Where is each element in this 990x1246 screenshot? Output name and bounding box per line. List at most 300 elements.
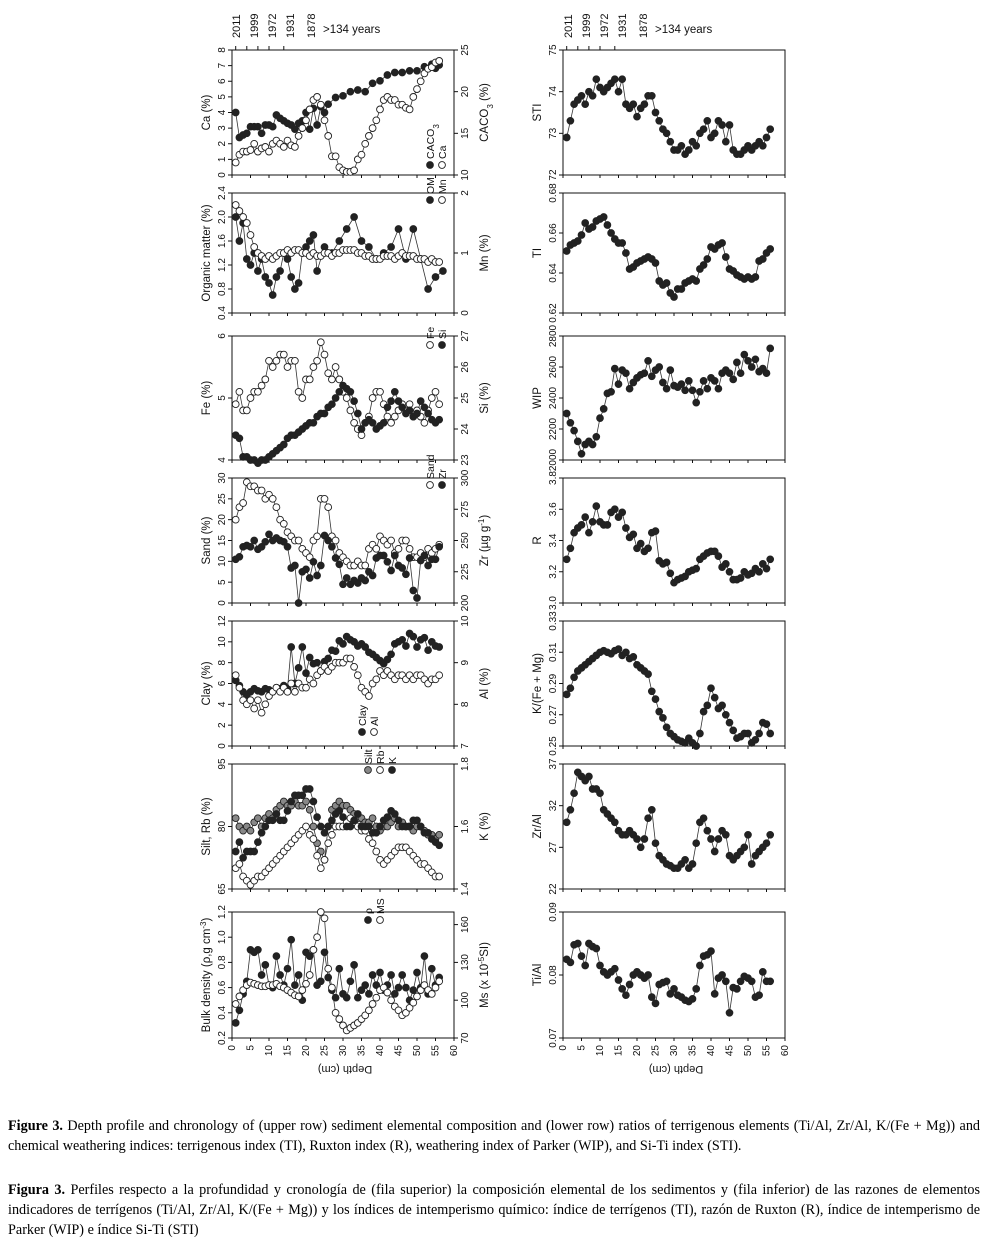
data-point-WIP <box>656 364 663 371</box>
data-point-Fe <box>310 364 317 371</box>
y-tick-label-left: 5 <box>217 395 228 401</box>
data-point-Zr <box>425 562 432 569</box>
data-point-Fe <box>388 419 395 426</box>
y-tick-label-left: 10 <box>217 636 228 648</box>
data-point-R <box>767 556 774 563</box>
data-point-K <box>306 786 313 793</box>
data-point-MS <box>428 991 435 998</box>
chronology-right-1999: 1999 <box>581 13 593 38</box>
data-point-Si <box>347 388 354 395</box>
data-point-STI <box>582 101 589 108</box>
data-point-TI <box>704 256 711 263</box>
data-point-K <box>347 823 354 830</box>
data-point-Zr/Al <box>571 790 578 797</box>
data-point-K <box>329 817 336 824</box>
data-point-Clay <box>332 648 339 655</box>
data-point-Fe <box>295 388 302 395</box>
data-point-Ti/Al <box>719 972 726 979</box>
data-point-Zr <box>251 537 258 544</box>
data-point-K/(Fe + Mg) <box>615 646 622 653</box>
data-point-MS <box>232 1001 239 1008</box>
data-point-Ti/Al <box>711 991 718 998</box>
y-tick-label-right: 100 <box>460 991 471 1009</box>
data-point-Fe <box>314 357 321 364</box>
data-point-Sand <box>325 504 332 511</box>
y-tick-label-left: 2.4 <box>217 186 228 200</box>
chronology-left <box>231 14 380 38</box>
data-point-R <box>578 522 585 529</box>
data-point-R <box>737 575 744 582</box>
data-point-K/(Fe + Mg) <box>722 711 729 718</box>
data-point-Sand <box>332 537 339 544</box>
data-point-WIP <box>767 345 774 352</box>
data-point-Zr <box>432 556 439 563</box>
y-tick-label-left: 0.09 <box>548 902 559 922</box>
data-point-Ca <box>306 106 313 113</box>
data-point-Zr/Al <box>704 827 711 834</box>
data-point-STI <box>656 117 663 124</box>
chronology-right <box>563 14 712 38</box>
data-point-STI <box>652 109 659 116</box>
data-point-Si <box>380 419 387 426</box>
panel-ti <box>532 183 785 323</box>
y-tick-label-left: 3.6 <box>548 502 559 517</box>
y-tick-label-left: 1.2 <box>217 258 228 272</box>
panel-frame <box>563 912 785 1038</box>
data-point-ρ <box>336 965 343 972</box>
chronology-right-1972: 1972 <box>599 13 611 38</box>
data-point-Clay <box>303 670 310 677</box>
data-point-Clay <box>414 644 421 651</box>
data-point-CACO3 <box>391 69 398 76</box>
data-point-Sand <box>373 545 380 552</box>
data-point-Fe <box>347 407 354 414</box>
x-tick-label: 35 <box>356 1045 368 1057</box>
data-point-CACO3 <box>384 72 391 79</box>
y-tick-label-left: 3.4 <box>548 533 559 548</box>
legend-marker-Fe <box>427 342 434 349</box>
data-point-CACO3 <box>258 130 265 137</box>
data-point-Si <box>310 419 317 426</box>
data-point-STI <box>704 117 711 124</box>
data-point-MS <box>317 909 324 916</box>
data-point-OM <box>432 274 439 281</box>
y-tick-label-left: 0.62 <box>548 303 559 323</box>
data-point-Fe <box>266 357 273 364</box>
data-point-Zr/Al <box>722 831 729 838</box>
data-point-Zr <box>421 552 428 559</box>
y-tick-label-right: 300 <box>460 469 471 487</box>
data-point-Mn <box>236 208 243 215</box>
data-point-Sand <box>280 520 287 527</box>
data-point-OM <box>358 238 365 245</box>
data-point-Zr <box>310 558 317 565</box>
data-point-Ti/Al <box>708 948 715 955</box>
data-point-ρ <box>414 969 421 976</box>
data-point-OM <box>310 232 317 239</box>
y-axis-label-right: $CACO_3$ (%) <box>479 83 495 142</box>
data-point-Sand <box>406 545 413 552</box>
data-point-Clay <box>325 655 332 662</box>
y-tick-label-left: 2000 <box>548 448 559 472</box>
data-point-WIP <box>745 357 752 364</box>
y-tick-label-left: 25 <box>217 493 228 505</box>
data-point-Ti/Al <box>619 986 626 993</box>
y-tick-label-right: 160 <box>460 916 471 933</box>
data-point-K <box>391 811 398 818</box>
data-point-Si <box>369 419 376 426</box>
data-point-STI <box>719 122 726 129</box>
data-point-Fe <box>343 395 350 402</box>
y-tick-label-left: 0 <box>217 172 228 178</box>
caption-english-label: Figure 3. <box>8 1118 63 1134</box>
y-tick-label-left: 2.0 <box>217 210 228 224</box>
data-point-MS <box>373 994 380 1001</box>
data-point-TI <box>678 286 685 293</box>
y-tick-label-left: 0 <box>217 743 228 749</box>
data-point-ρ <box>354 994 361 1001</box>
data-point-Zr <box>340 581 347 588</box>
data-point-Ca <box>295 133 302 140</box>
data-point-Ca <box>321 117 328 124</box>
legend-marker-CACO3 <box>427 162 434 169</box>
data-point-Sand <box>395 545 402 552</box>
data-point-Silt <box>436 831 443 838</box>
y-axis-label-right: K (%) <box>479 812 491 841</box>
data-point-Zr <box>266 531 273 538</box>
data-point-K <box>340 814 347 821</box>
data-point-OM <box>273 274 280 281</box>
y-tick-label-right: 2 <box>460 190 471 196</box>
y-tick-label-right: 1.8 <box>460 757 471 771</box>
y-tick-label-right: 25 <box>460 44 471 56</box>
data-point-CACO3 <box>340 92 347 99</box>
legend-marker-Ca <box>439 162 446 169</box>
data-point-R <box>715 553 722 560</box>
data-point-Ca <box>299 125 306 132</box>
y-axis-label-right: Mn (%) <box>479 234 491 272</box>
legend-marker-Al <box>371 729 378 736</box>
data-point-MS <box>295 993 302 1000</box>
data-point-MS <box>436 978 443 985</box>
data-point-TI <box>700 262 707 269</box>
data-point-Ca <box>303 117 310 124</box>
chronology-left-1972: 1972 <box>267 13 279 38</box>
data-point-Fe <box>232 401 239 408</box>
data-point-TI <box>719 240 726 247</box>
data-point-K/(Fe + Mg) <box>567 685 574 692</box>
x-tick-label: 60 <box>780 1045 791 1057</box>
data-point-OM <box>292 286 299 293</box>
y-axis-label-left: Clay (%) <box>201 661 213 706</box>
data-point-Si <box>354 410 361 417</box>
data-point-Zr <box>388 567 395 574</box>
data-point-Clay <box>403 643 410 650</box>
data-point-WIP <box>682 387 689 394</box>
caption-spanish-label: Figura 3. <box>8 1182 66 1198</box>
data-point-Mn <box>232 202 239 209</box>
data-point-Fe <box>273 357 280 364</box>
data-point-Fe <box>377 388 384 395</box>
data-point-Fe <box>332 364 339 371</box>
data-point-Si <box>417 398 424 405</box>
data-point-Zr <box>314 572 321 579</box>
y-tick-label-left: 5 <box>217 94 228 100</box>
data-point-Ti/Al <box>574 940 581 947</box>
data-point-Si <box>406 407 413 414</box>
data-point-Sand <box>232 516 239 523</box>
data-point-OM <box>388 244 395 251</box>
data-point-Clay <box>314 659 321 666</box>
data-point-WIP <box>700 378 707 385</box>
data-point-ρ <box>410 987 417 994</box>
data-point-ρ <box>351 962 358 969</box>
data-point-Al <box>236 684 243 691</box>
data-point-WIP <box>571 427 578 434</box>
panel-sand-zr <box>201 454 491 611</box>
data-point-Fe <box>258 382 265 389</box>
data-point-ρ <box>273 953 280 960</box>
chronology-left-1999: 1999 <box>249 13 261 38</box>
y-tick-label-left: 0.64 <box>548 263 559 283</box>
y-tick-label-left: 2200 <box>548 417 559 441</box>
data-point-MS <box>236 993 243 1000</box>
data-point-MS <box>336 1016 343 1023</box>
data-point-K <box>351 817 358 824</box>
data-point-R <box>637 540 644 547</box>
data-point-Ti/Al <box>697 962 704 969</box>
x-tick-label: 50 <box>743 1045 754 1057</box>
y-tick-label-left: 32 <box>548 800 559 812</box>
x-tick-label: 0 <box>558 1045 569 1051</box>
legend-label-Si: Si <box>437 329 449 339</box>
data-point-WIP <box>715 385 722 392</box>
data-point-Clay <box>410 633 417 640</box>
data-point-MS <box>414 993 421 1000</box>
data-point-TI <box>589 224 596 231</box>
data-point-Silt <box>306 806 313 813</box>
y-tick-label-left: 0.8 <box>217 282 228 296</box>
data-point-WIP <box>685 378 692 385</box>
data-point-K <box>288 798 295 805</box>
data-point-ρ <box>377 969 384 976</box>
data-point-K/(Fe + Mg) <box>730 727 737 734</box>
data-point-Ca <box>317 101 324 108</box>
data-point-Ti/Al <box>734 986 741 993</box>
data-point-CACO3 <box>362 88 369 95</box>
data-point-Al <box>258 709 265 716</box>
y-axis-label-right: Ms (x $10^{-5}SI$) <box>476 942 491 1008</box>
data-point-ρ <box>388 972 395 979</box>
data-point-Mn <box>436 259 443 266</box>
data-point-K/(Fe + Mg) <box>648 688 655 695</box>
data-point-OM <box>425 286 432 293</box>
data-point-Fe <box>336 376 343 383</box>
y-axis-label-left: Ca (%) <box>201 94 213 131</box>
y-tick-label-left: 0.6 <box>217 980 228 995</box>
data-point-Ti/Al <box>648 994 655 1001</box>
y-tick-label-left: 37 <box>548 758 559 770</box>
y-tick-label-left: 6 <box>217 680 228 687</box>
data-point-MS <box>329 984 336 991</box>
y-axis-label-left: K/(Fe + Mg) <box>532 652 544 715</box>
data-point-K <box>262 823 269 830</box>
data-point-K/(Fe + Mg) <box>660 715 667 722</box>
legend-marker-OM <box>427 197 434 204</box>
data-point-R <box>756 568 763 575</box>
data-point-Al <box>251 705 258 712</box>
y-axis-label-left: Silt, Rb (%) <box>201 797 213 856</box>
caption-spanish-text: Perfiles respecto a la profundidad y cronología de (fila superior) la composición elemental de los sedimentos y (fila inferior) de las razones de elementos indicadores de terrígenos (Ti/Al, Zr/Al, K/(Fe + Mg)) y los índices de intemperismo químico: índice de terrígenos (TI), razón de Ruxton (R), índice de intemperismo de Parker (WIP) e índice Si-Ti (STI) <box>8 1182 981 1238</box>
data-point-Fe <box>325 370 332 377</box>
data-point-STI <box>619 76 626 83</box>
y-tick-label-left: 30 <box>217 472 228 484</box>
data-point-OM <box>410 226 417 233</box>
data-point-R <box>663 559 670 566</box>
y-tick-label-left: 1 <box>217 156 228 163</box>
data-point-CACO3 <box>306 126 313 133</box>
data-point-WIP <box>623 370 630 377</box>
data-point-CACO3 <box>399 69 406 76</box>
caption-english <box>8 1116 980 1156</box>
panel-clay-al <box>201 615 491 749</box>
y-tick-label-left: 2600 <box>548 355 559 379</box>
y-tick-label-left: 3.8 <box>548 471 559 485</box>
data-point-OM <box>262 274 269 281</box>
y-tick-label-left: 0.33 <box>548 611 559 631</box>
data-point-STI <box>722 138 729 145</box>
y-axis-label-left: Ti/Al <box>532 963 544 987</box>
legend-marker-MS <box>377 917 384 924</box>
data-point-K <box>377 823 384 830</box>
data-point-Clay <box>299 644 306 651</box>
data-point-Fe <box>247 395 254 402</box>
data-point-Sand <box>240 500 247 507</box>
panel-wip <box>532 324 785 471</box>
y-tick-label-right: 225 <box>460 563 471 581</box>
data-point-ρ <box>428 965 435 972</box>
data-point-MS <box>332 1009 339 1016</box>
data-point-Ca <box>377 106 384 113</box>
data-point-R <box>652 528 659 535</box>
data-point-Ca <box>280 144 287 151</box>
data-point-Al <box>310 680 317 687</box>
data-point-WIP <box>563 410 570 417</box>
x-tick-label: 30 <box>669 1045 680 1057</box>
data-point-Zr <box>380 552 387 559</box>
data-point-R <box>619 509 626 516</box>
legend-marker-Rb <box>377 767 384 774</box>
panel-om-mn <box>201 177 491 320</box>
data-point-TI <box>752 274 759 281</box>
data-point-Ti/Al <box>663 978 670 985</box>
data-point-R <box>611 506 618 513</box>
data-point-Ti/Al <box>623 992 630 999</box>
data-point-MS <box>314 934 321 941</box>
data-point-Sand <box>295 537 302 544</box>
data-point-OM <box>255 268 262 275</box>
data-point-Silt <box>232 815 239 822</box>
data-point-Ca <box>362 140 369 147</box>
y-tick-label-left: 0.29 <box>548 673 559 694</box>
data-point-K <box>269 817 276 824</box>
data-point-Si <box>421 404 428 411</box>
y-tick-label-right: 9 <box>460 659 471 666</box>
legend-marker-Silt <box>365 767 372 774</box>
data-point-WIP <box>597 415 604 422</box>
data-point-Clay <box>340 641 347 648</box>
data-point-Zr/Al <box>715 836 722 843</box>
y-tick-label-left: 0.08 <box>548 965 559 985</box>
panel-ca-caco3 <box>201 44 495 181</box>
data-point-TI <box>767 246 774 253</box>
data-point-ρ <box>292 982 299 989</box>
data-point-STI <box>685 147 692 154</box>
data-point-CACO3 <box>414 67 421 74</box>
y-tick-label-left: 0.2 <box>217 1031 228 1045</box>
panel-silt-rb-k <box>201 749 491 896</box>
data-point-CACO3 <box>314 122 321 129</box>
data-point-STI <box>678 142 685 149</box>
data-point-Zr <box>336 561 343 568</box>
data-point-OM <box>295 280 302 287</box>
x-tick-label: 55 <box>761 1045 773 1057</box>
data-point-OM <box>232 214 239 221</box>
data-point-Zr <box>436 543 443 550</box>
data-point-Al <box>373 676 380 683</box>
data-point-WIP <box>693 399 700 406</box>
y-tick-label-left: 2 <box>217 722 228 728</box>
x-tick-label: 5 <box>245 1045 257 1051</box>
data-point-STI <box>567 117 574 124</box>
data-point-K <box>255 839 262 846</box>
x-tick-label: 30 <box>338 1045 349 1057</box>
legend-label-K: K <box>387 756 399 764</box>
data-point-Clay <box>388 651 395 658</box>
data-point-OM <box>343 226 350 233</box>
y-axis-label-left: R <box>532 536 544 545</box>
data-point-K <box>366 823 373 830</box>
data-point-TI <box>600 214 607 221</box>
legend-marker-K <box>389 767 396 774</box>
x-tick-label: 5 <box>576 1045 588 1051</box>
data-point-Rb <box>325 840 332 847</box>
data-point-MS <box>321 915 328 922</box>
y-tick-label-left: 15 <box>217 534 228 547</box>
legend-marker-ρ <box>365 917 372 924</box>
data-point-Al <box>247 697 254 704</box>
y-tick-label-left: 6 <box>217 78 228 85</box>
data-point-STI <box>615 88 622 95</box>
data-point-ρ <box>369 972 376 979</box>
y-tick-label-left: 27 <box>548 841 559 853</box>
data-point-TI <box>652 260 659 267</box>
data-point-R <box>623 525 630 532</box>
y-tick-label-left: 3 <box>217 125 228 131</box>
data-point-WIP <box>626 385 633 392</box>
y-axis-label-right: Si (%) <box>479 382 491 414</box>
data-point-K <box>251 848 258 855</box>
data-point-Clay <box>288 644 295 651</box>
data-point-WIP <box>660 379 667 386</box>
data-point-Ca <box>351 167 358 174</box>
y-tick-label-left: 1.6 <box>217 234 228 248</box>
data-point-OM <box>277 268 284 275</box>
data-point-WIP <box>578 450 585 457</box>
data-point-Al <box>347 655 354 662</box>
data-point-K <box>310 798 317 805</box>
data-point-STI <box>593 76 600 83</box>
